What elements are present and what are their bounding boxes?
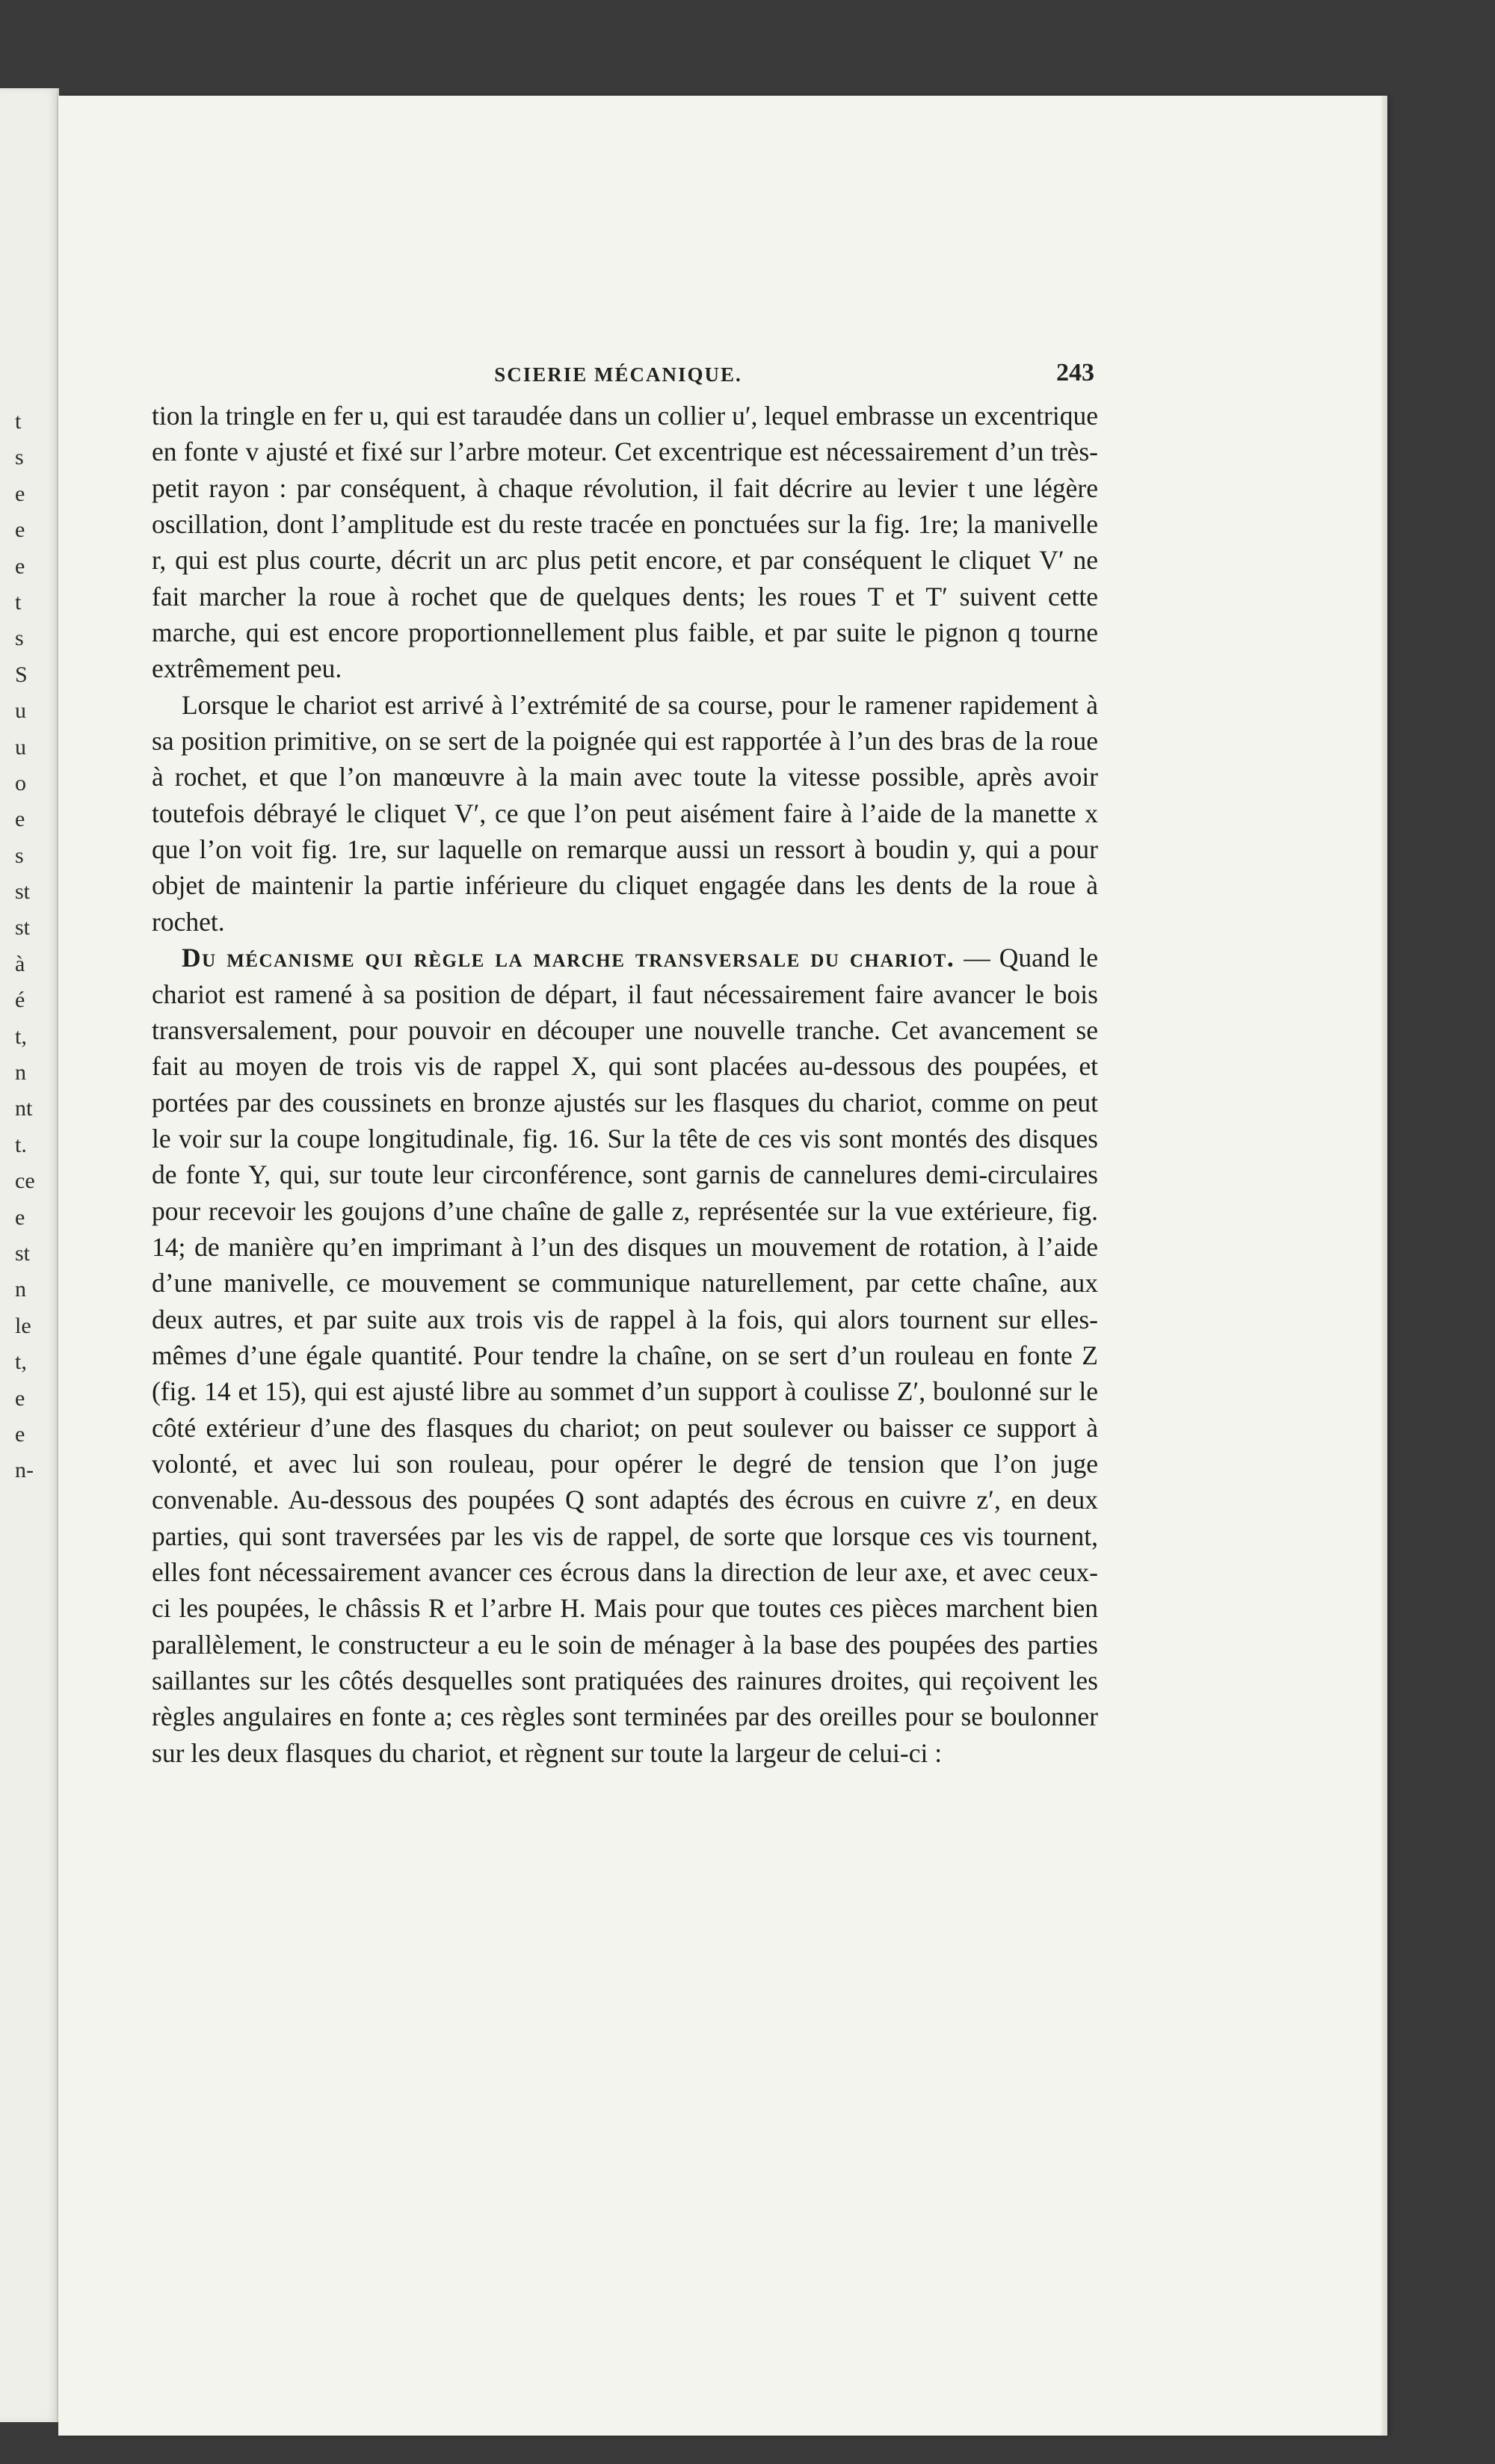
body-text	[152, 398, 1098, 1771]
facing-page-fragment: t,	[15, 1349, 27, 1375]
section-title: Du mécanisme qui règle la marche transversale du chariot.	[182, 943, 955, 973]
facing-page-fragment: le	[15, 1313, 31, 1338]
facing-page-fragment: t,	[15, 1023, 27, 1049]
facing-page-fragment: e	[15, 807, 25, 832]
facing-page-text-fragments	[15, 404, 52, 1489]
paragraph-1: tion la tringle en fer u, qui est taraudée dans un collier u′, lequel embrasse un excentrique en fonte v ajusté et fixé sur l’arbre moteur. Cet excentrique est nécessairement d’un très-petit rayon : par conséquent, à chaque révolution, il fait décrire au levier t une légère oscillation, dont l’amplitude est du reste tracée en ponctuées sur la fig. 1re; la manivelle r, qui est plus courte, décrit un arc plus petit encore, et par conséquent le cliquet V′ ne fait marcher la roue à rochet que de quelques dents; les roues T et T′ suivent cette marche, qui est encore proportionnellement plus faible, et par suite le pignon q tourne extrêmement peu.	[152, 401, 1098, 684]
facing-page-fragment: t.	[15, 1132, 27, 1157]
facing-page-fragment: st	[15, 915, 31, 940]
facing-page-fragment: t	[15, 409, 22, 434]
paragraph-3-text: — Quand le chariot est ramené à sa position de départ, il faut nécessairement faire avancer le bois transversalement, pour pouvoir en découper une nouvelle tranche. Cet avancement se fait au moyen de trois vis de rappel X, qui sont placées au-dessous des poupées, et portées par des coussinets en bronze ajustés sur les flasques du chariot, comme on peut le voir sur la coupe longitudinale, fig. 16. Sur la tête de ces vis sont montés des disques de fonte Y, qui, sur toute leur circonférence, sont garnis de cannelures demi-circulaires pour recevoir les goujons d’une chaîne de galle z, représentée sur la vue extérieure, fig. 14; de manière qu’en imprimant à l’un des disques un mouvement de rotation, à l’aide d’une manivelle, ce mouvement se communique naturellement, par cette chaîne, aux deux autres, et par suite aux trois vis de rappel à la fois, qui alors tournent sur elles-mêmes d’une égale quantité. Pour tendre la chaîne, on se sert d’un rouleau en fonte Z (fig. 14 et 15), qui est ajusté libre au sommet d’un support à coulisse Z′, boulonné sur le côté extérieur d’une des flasques du chariot; on peut soulever ou baisser ce support à volonté, et avec lui son rouleau, pour opérer le degré de tension que l’on juge convenable. Au-dessous des poupées Q sont adaptés des écrous en cuivre z′, en deux parties, qui sont traversées par les vis de rappel, de sorte que lorsque ces vis tournent, elles font nécessairement avancer ces écrous dans la direction de leur axe, et avec ceux-ci les poupées, le châssis R et l’arbre H. Mais pour que toutes ces pièces marchent bien parallèlement, le constructeur a eu le soin de ménager à la base des poupées des parties saillantes sur les côtés desquelles sont pratiquées des rainures droites, qui reçoivent les règles angulaires en fonte a; ces règles sont terminées par des oreilles pour se boulonner sur les deux flasques du chariot, et règnent sur toute la largeur de celui-ci :	[152, 943, 1099, 1768]
facing-page-fragment: e	[15, 1421, 25, 1447]
paragraph-2: Lorsque le chariot est arrivé à l’extrémité de sa course, pour le ramener rapidement à sa position primitive, on se sert de la poignée qui est rapportée à l’un des bras de la roue à rochet, et que l’on manœuvre à la main avec toute la vitesse possible, après avoir toutefois débrayé le cliquet V′, ce que l’on peut aisément faire à l’aide de la manette x que l’on voit fig. 1re, sur laquelle on remarque aussi un ressort à boudin y, qui a pour objet de maintenir la partie inférieure du cliquet engagée dans les dents de la roue à rochet.	[152, 689, 1098, 937]
facing-page-fragment: e	[15, 517, 25, 543]
facing-page-fragment: ce	[15, 1168, 35, 1194]
facing-page-fragment: o	[15, 770, 26, 795]
facing-page-fragment: n-	[15, 1458, 34, 1483]
facing-page-fragment: s	[15, 626, 24, 651]
running-head	[142, 359, 1094, 392]
paragraph-3	[152, 940, 1098, 1771]
facing-page-fragment: é	[15, 988, 25, 1013]
facing-page-fragment: s	[15, 445, 24, 470]
facing-page-fragment: e	[15, 1204, 25, 1230]
facing-page-fragment: n	[15, 1060, 26, 1085]
running-head-title: SCIERIE MÉCANIQUE.	[494, 363, 742, 386]
facing-page-fragment: e	[15, 481, 25, 506]
facing-page-fragment: st	[15, 879, 31, 905]
facing-page-fragment: nt	[15, 1096, 33, 1121]
facing-page-fragment: e	[15, 553, 25, 579]
facing-page-fragment: à	[15, 951, 25, 976]
facing-page-fragment: s	[15, 843, 24, 868]
facing-page-fragment: u	[15, 698, 26, 724]
facing-page-fragment: n	[15, 1277, 26, 1302]
facing-page-fragment: t	[15, 589, 22, 615]
facing-page-fragment: u	[15, 734, 26, 760]
facing-page-fragment: e	[15, 1385, 25, 1411]
facing-page-fragment: st	[15, 1240, 31, 1266]
facing-page-fragment: S	[15, 662, 28, 687]
page-number: 243	[1056, 359, 1094, 386]
